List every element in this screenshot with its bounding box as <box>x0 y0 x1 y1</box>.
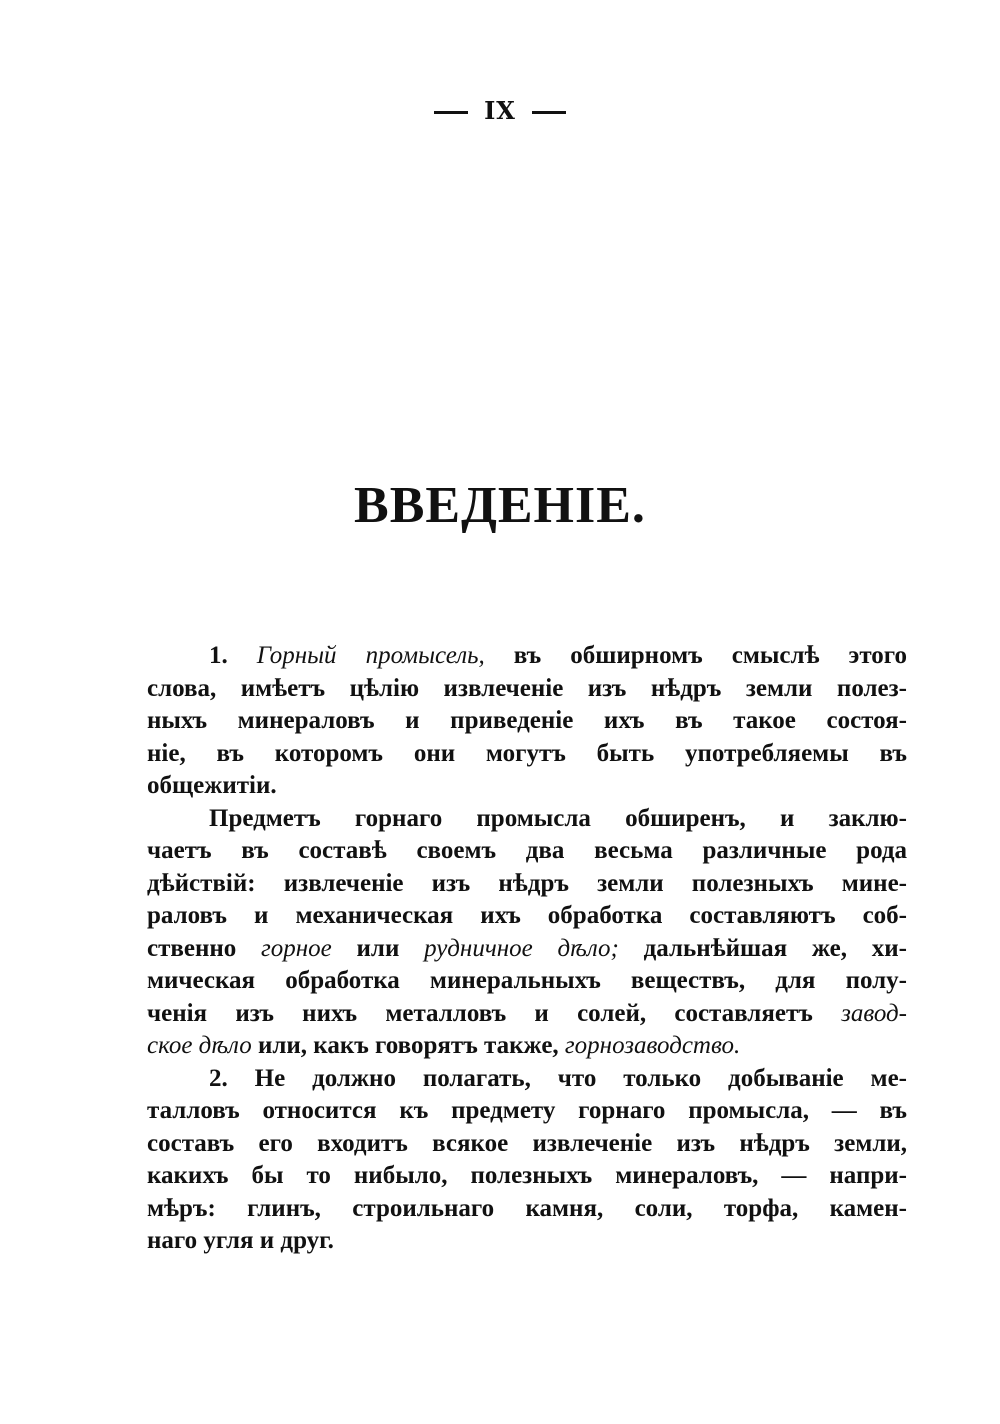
text-line <box>147 1193 907 1226</box>
text-line <box>147 1160 907 1193</box>
text-segment: общежитіи. <box>147 772 277 799</box>
text-segment: раловъ и механическая ихъ обработка составляютъ соб- <box>147 902 907 929</box>
page-number-label: IX <box>484 96 516 125</box>
text-segment: чаетъ въ составѣ своемъ два весьма различные рода <box>147 837 907 864</box>
left-dash <box>434 111 468 114</box>
text-segment: ское дѣло <box>147 1032 252 1059</box>
text-segment: рудничное дѣло; <box>424 934 619 962</box>
text-line <box>147 1030 907 1063</box>
text-segment: горнозаводство. <box>564 1032 741 1059</box>
text-segment: дальнѣйшая же, хи- <box>618 934 907 962</box>
text-segment: 1. <box>209 642 257 669</box>
text-line <box>147 640 907 673</box>
paragraph <box>147 640 907 803</box>
text-segment: или, какъ говорятъ также, <box>251 1032 565 1059</box>
text-segment: или <box>331 934 425 962</box>
text-line <box>147 803 907 836</box>
text-line <box>147 738 907 771</box>
text-line <box>147 835 907 868</box>
text-segment: мическая обработка минеральныхъ веществъ, для полу- <box>147 967 907 994</box>
body-text <box>147 640 907 1258</box>
text-segment: ственно <box>147 934 262 962</box>
text-segment: какихъ бы то нибыло, полезныхъ минераловъ, — напри- <box>147 1162 907 1189</box>
text-line <box>147 998 907 1031</box>
text-segment: дѣйствій: извлеченіе изъ нѣдръ земли полезныхъ мине- <box>147 869 907 897</box>
text-line <box>147 770 907 803</box>
text-segment: горное <box>261 934 332 962</box>
text-segment: талловъ относится къ предмету горнаго промысла, — въ <box>147 1097 907 1124</box>
text-segment: Предметъ горнаго промысла обширенъ, и заклю- <box>209 804 907 832</box>
text-line <box>147 1095 907 1128</box>
right-dash <box>532 111 566 114</box>
text-segment: въ обширномъ смыслѣ этого <box>484 642 908 669</box>
paragraph <box>147 1063 907 1258</box>
text-line <box>147 965 907 998</box>
text-line <box>147 673 907 706</box>
text-segment: ченія изъ нихъ металловъ и солей, составляетъ <box>147 999 842 1027</box>
text-segment: завод- <box>841 999 907 1027</box>
text-line <box>147 705 907 738</box>
text-segment: 2. Не должно полагать, что только добываніе ме- <box>209 1064 907 1092</box>
text-segment: слова, имѣетъ цѣлію извлеченіе изъ нѣдръ земли полез- <box>147 674 907 702</box>
text-segment: наго угля и друг. <box>147 1227 334 1254</box>
page-number <box>0 96 1000 125</box>
text-segment: Горный промысель, <box>256 642 485 669</box>
paragraph <box>147 803 907 1063</box>
text-line <box>147 1063 907 1096</box>
text-segment: ныхъ минераловъ и приведеніе ихъ въ такое состоя- <box>147 707 907 734</box>
text-segment: мѣръ: глинъ, строильнаго камня, соли, торфа, камен- <box>147 1194 907 1222</box>
text-line <box>147 1225 907 1258</box>
text-line <box>147 900 907 933</box>
text-segment: составъ его входитъ всякое извлеченіе изъ нѣдръ земли, <box>147 1129 907 1157</box>
text-line <box>147 1128 907 1161</box>
text-segment: ніе, въ которомъ они могутъ быть употребляемы въ <box>147 739 907 767</box>
page-title: ВВЕДЕНІЕ. <box>354 477 646 534</box>
text-line <box>147 933 907 966</box>
text-line <box>147 868 907 901</box>
